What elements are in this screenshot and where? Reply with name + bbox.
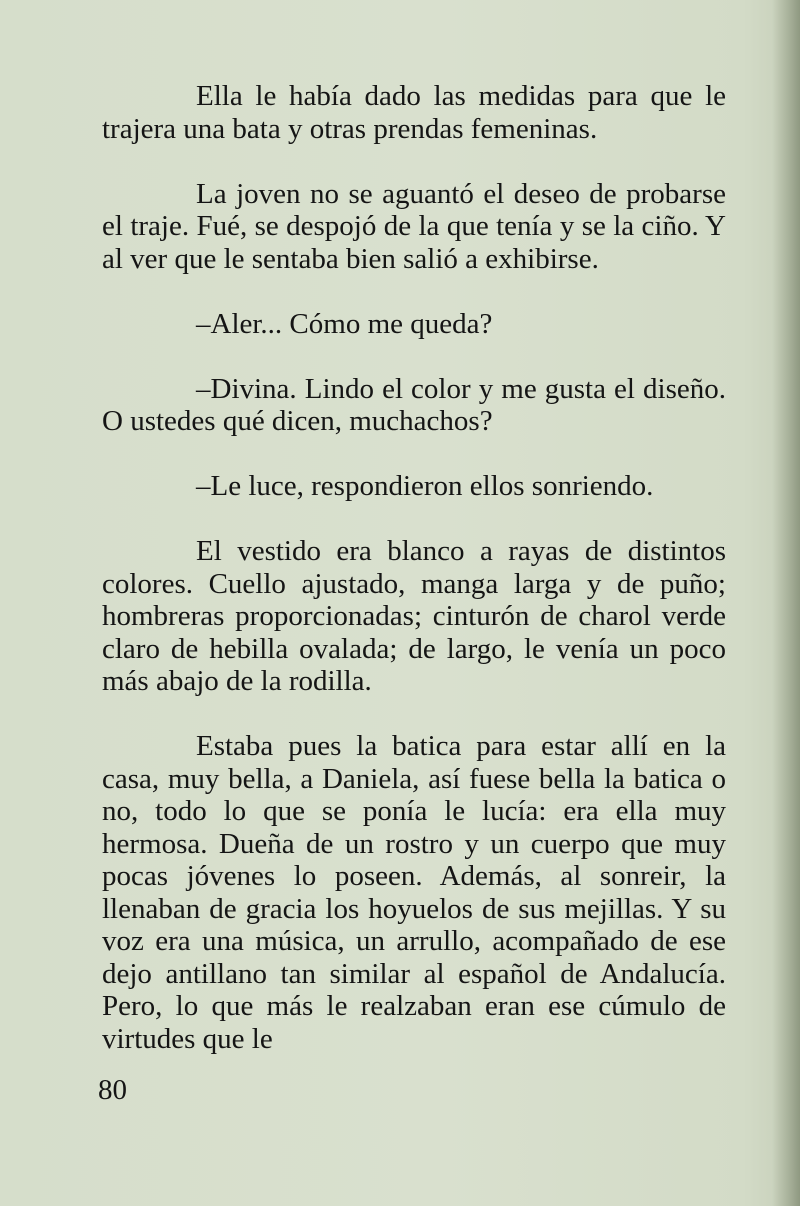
paragraph-6: El vestido era blanco a rayas de distintos colores. Cuello ajustado, manga larga y de puño; hombreras proporcionadas; cinturón de charol verde claro de hebilla ovalada; de largo, le venía un poco más abajo de la rodilla. [102,535,726,697]
page-number: 80 [98,1074,127,1106]
paragraph-1: Ella le había dado las medidas para que le trajera una bata y otras prendas femeninas. [102,80,726,145]
body-text [102,80,726,1055]
paragraph-4: –Divina. Lindo el color y me gusta el diseño. O ustedes qué dicen, muchachos? [102,372,726,437]
paragraph-5: –Le luce, respondieron ellos sonriendo. [196,470,654,502]
paragraph-3: –Aler... Cómo me queda? [196,307,493,340]
page-spine-shadow [772,0,800,1206]
paragraph-7: Estaba pues la batica para estar allí en la casa, muy bella, a Daniela, así fuese bella la batica o no, todo lo que se ponía le lucía: era ella muy hermosa. Dueña de un rostro y un cuerpo que muy pocas jóvenes lo poseen. Además, al sonreir, la llenaban de gracia los hoyuelos de sus mejillas. Y su voz era una música, un arrullo, acompañado de ese dejo antillano tan similar al español de Andalucía. Pero, lo que más le realzaban eran ese cúmulo de virtudes que le [102,730,726,1055]
paragraph-2: La joven no se aguantó el deseo de probarse el traje. Fué, se despojó de la que tenía y se la ciño. Y al ver que le sentaba bien salió a exhibirse. [102,177,726,275]
